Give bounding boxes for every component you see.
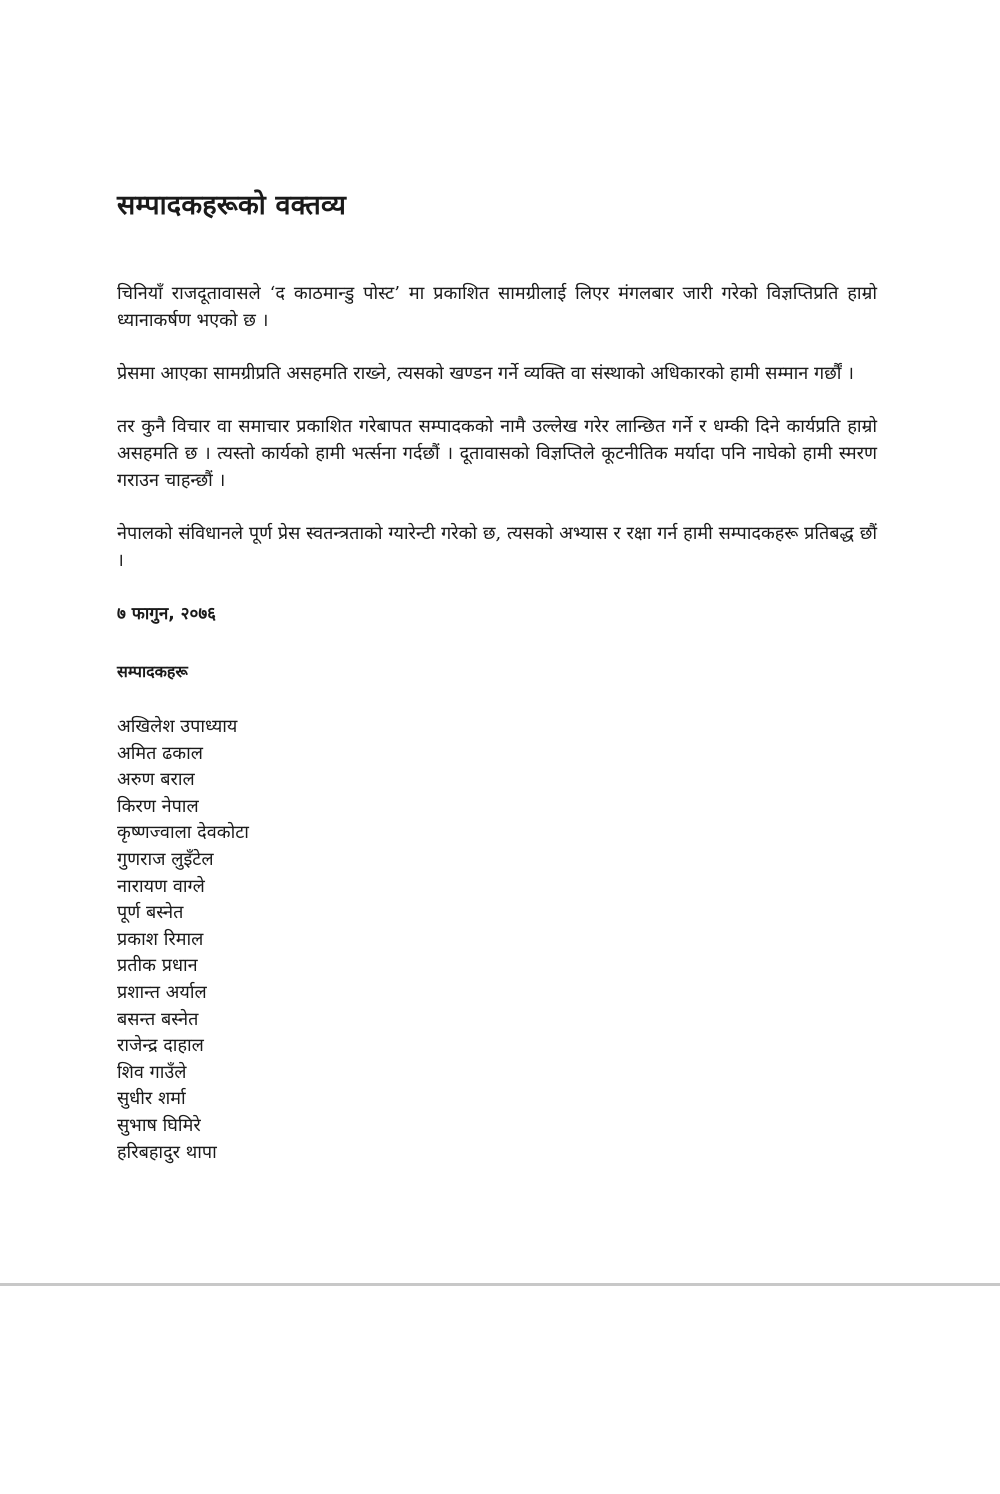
statement-paragraph-4: नेपालको संविधानले पूर्ण प्रेस स्वतन्त्रताको ग्यारेन्टी गरेको छ, त्यसको अभ्यास र रक्षा गर्न हामी सम्पादकहरू प्रतिबद्ध छौं । bbox=[117, 523, 877, 571]
signatory-name: पूर्ण बस्नेत bbox=[117, 902, 184, 924]
signatory-name: सुधीर शर्मा bbox=[117, 1088, 186, 1110]
signatory-name: गुणराज लुइँटेल bbox=[117, 848, 214, 870]
signatory-name: प्रतीक प्रधान bbox=[117, 955, 198, 977]
signatory-name: बसन्त बस्नेत bbox=[117, 1008, 199, 1030]
document-content bbox=[117, 186, 877, 1166]
statement-date: ७ फागुन, २०७६ bbox=[117, 604, 217, 624]
statement-body bbox=[117, 280, 877, 574]
signatory-name: अमित ढकाल bbox=[117, 742, 203, 764]
signatory-name: अखिलेश उपाध्याय bbox=[117, 716, 238, 737]
signatory-name: सुभाष घिमिरे bbox=[117, 1114, 201, 1136]
signatory-name: कृष्णज्वाला देवकोटा bbox=[117, 822, 249, 844]
statement-paragraph-1: चिनियाँ राजदूतावासले ‘द काठमान्डु पोस्ट’ मा प्रकाशित सामग्रीलाई लिएर मंगलबार जारी गरेको विज्ञप्तिप्रति हाम्रो ध्यानाकर्षण भएको छ । bbox=[117, 283, 877, 331]
signatory-name: नारायण वाग्ले bbox=[117, 875, 205, 897]
signatory-name: किरण नेपाल bbox=[117, 795, 199, 817]
signatory-name: हरिबहादुर थापा bbox=[117, 1141, 217, 1163]
signatories-heading: सम्पादकहरू bbox=[117, 662, 188, 681]
signatory-name: प्रकाश रिमाल bbox=[117, 928, 204, 950]
signatories-list bbox=[117, 714, 877, 1166]
statement-paragraph-3: तर कुनै विचार वा समाचार प्रकाशित गरेबापत सम्पादकको नामै उल्लेख गरेर लान्छित गर्ने र धम्की दिने कार्यप्रति हाम्रो असहमति छ । त्यस्तो कार्यको हामी भर्त्सना गर्दछौं । दूतावासको विज्ञप्तिले कूटनीतिक मर्यादा पनि नाघेको हामी स्मरण गराउन चाहन्छौं । bbox=[117, 416, 877, 491]
signatory-name: अरुण बराल bbox=[117, 769, 195, 791]
document-title: सम्पादकहरूको वक्तव्य bbox=[117, 190, 347, 221]
signatory-name: राजेन्द्र दाहाल bbox=[117, 1035, 204, 1057]
signatory-name: प्रशान्त अर्याल bbox=[117, 981, 207, 1003]
signatory-name: शिव गाउँले bbox=[117, 1061, 187, 1083]
statement-paragraph-2: प्रेसमा आएका सामग्रीप्रति असहमति राख्ने, त्यसको खण्डन गर्ने व्यक्ति वा संस्थाको अधिकारको हामी सम्मान गर्छौं । bbox=[117, 363, 854, 384]
blank-area bbox=[0, 1286, 1000, 1494]
